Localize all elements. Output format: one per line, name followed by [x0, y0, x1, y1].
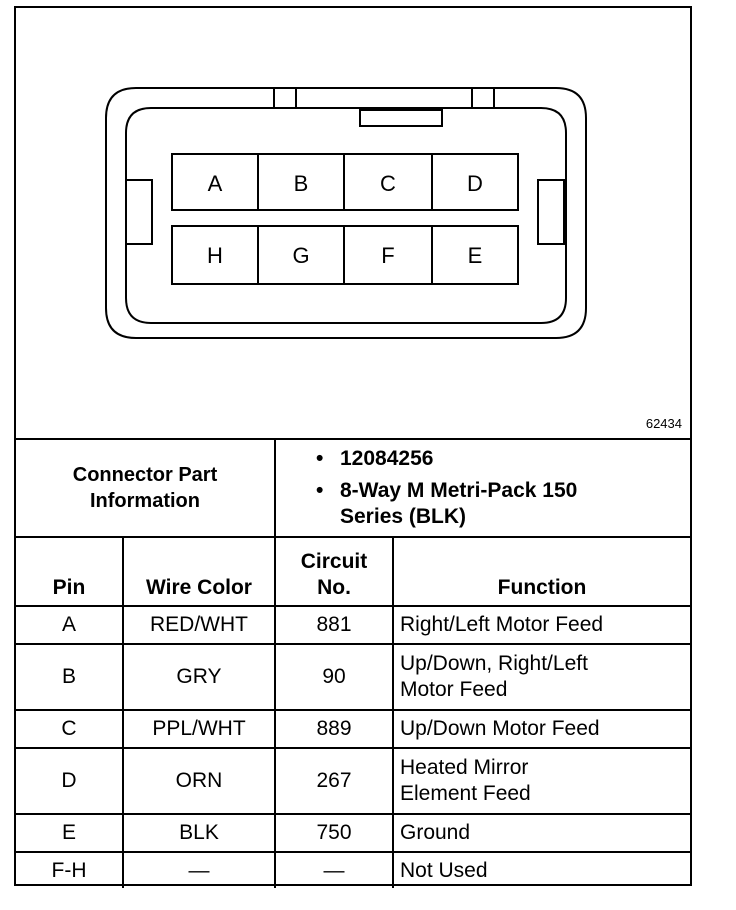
pin-label-F: F	[381, 243, 395, 268]
cell-pin: F-H	[16, 852, 123, 888]
table-row	[16, 814, 690, 852]
cell-pin: D	[16, 748, 123, 814]
table-row	[16, 644, 690, 710]
side-key-left	[126, 180, 152, 244]
connector-info-label-text: Connector Part Information	[72, 464, 218, 512]
connector-face-drawing	[16, 8, 690, 438]
cell-wire-color: BLK	[123, 814, 275, 852]
header-function: Function	[393, 538, 690, 606]
cell-pin: A	[16, 606, 123, 644]
cell-circuit: 90	[275, 644, 393, 710]
connector-frame	[14, 6, 692, 886]
pin-label-B: B	[293, 171, 309, 196]
pin-label-G: G	[292, 243, 310, 268]
housing-outer	[106, 88, 586, 338]
cell-circuit: —	[275, 852, 393, 888]
cell-wire-color: ORN	[123, 748, 275, 814]
connector-diagram	[16, 8, 690, 438]
cell-circuit: 881	[275, 606, 393, 644]
cell-pin: B	[16, 644, 123, 710]
table-row	[16, 606, 690, 644]
connector-info-row	[16, 438, 690, 538]
cell-pin: E	[16, 814, 123, 852]
pin-table	[16, 538, 690, 888]
cell-function: Right/Left Motor Feed	[393, 606, 690, 644]
cell-function: Heated Mirror Element Feed	[393, 748, 690, 814]
cell-circuit: 750	[275, 814, 393, 852]
figure-number: 62434	[645, 416, 682, 431]
side-key-right	[538, 180, 564, 244]
cell-function: Up/Down, Right/Left Motor Feed	[393, 644, 690, 710]
connector-description: • 8-Way M Metri-Pack 150 Series (BLK)	[316, 478, 590, 530]
table-row	[16, 710, 690, 748]
table-row	[16, 852, 690, 888]
housing-inner	[126, 108, 566, 323]
table-row	[16, 748, 690, 814]
pin-label-E: E	[467, 243, 483, 268]
cell-function: Not Used	[393, 852, 690, 888]
header-circuit: Circuit No.	[275, 538, 393, 606]
cell-wire-color: GRY	[123, 644, 275, 710]
part-number: • 12084256	[316, 446, 590, 472]
connector-info-label	[16, 440, 276, 536]
pin-label-D: D	[467, 171, 483, 196]
header-pin: Pin	[16, 538, 123, 606]
pin-label-A: A	[207, 171, 223, 196]
cell-function: Ground	[393, 814, 690, 852]
top-tab-left	[274, 88, 296, 108]
cell-wire-color: PPL/WHT	[123, 710, 275, 748]
latch-tab	[360, 110, 442, 126]
cell-function: Up/Down Motor Feed	[393, 710, 690, 748]
pin-label-C: C	[380, 171, 396, 196]
cell-circuit: 267	[275, 748, 393, 814]
pin-table-header	[16, 538, 690, 606]
cell-wire-color: RED/WHT	[123, 606, 275, 644]
cell-circuit: 889	[275, 710, 393, 748]
top-tab-right	[472, 88, 494, 108]
connector-info-list	[316, 446, 590, 536]
header-wire-color: Wire Color	[123, 538, 275, 606]
pin-label-H: H	[207, 243, 223, 268]
cell-wire-color: —	[123, 852, 275, 888]
cell-pin: C	[16, 710, 123, 748]
